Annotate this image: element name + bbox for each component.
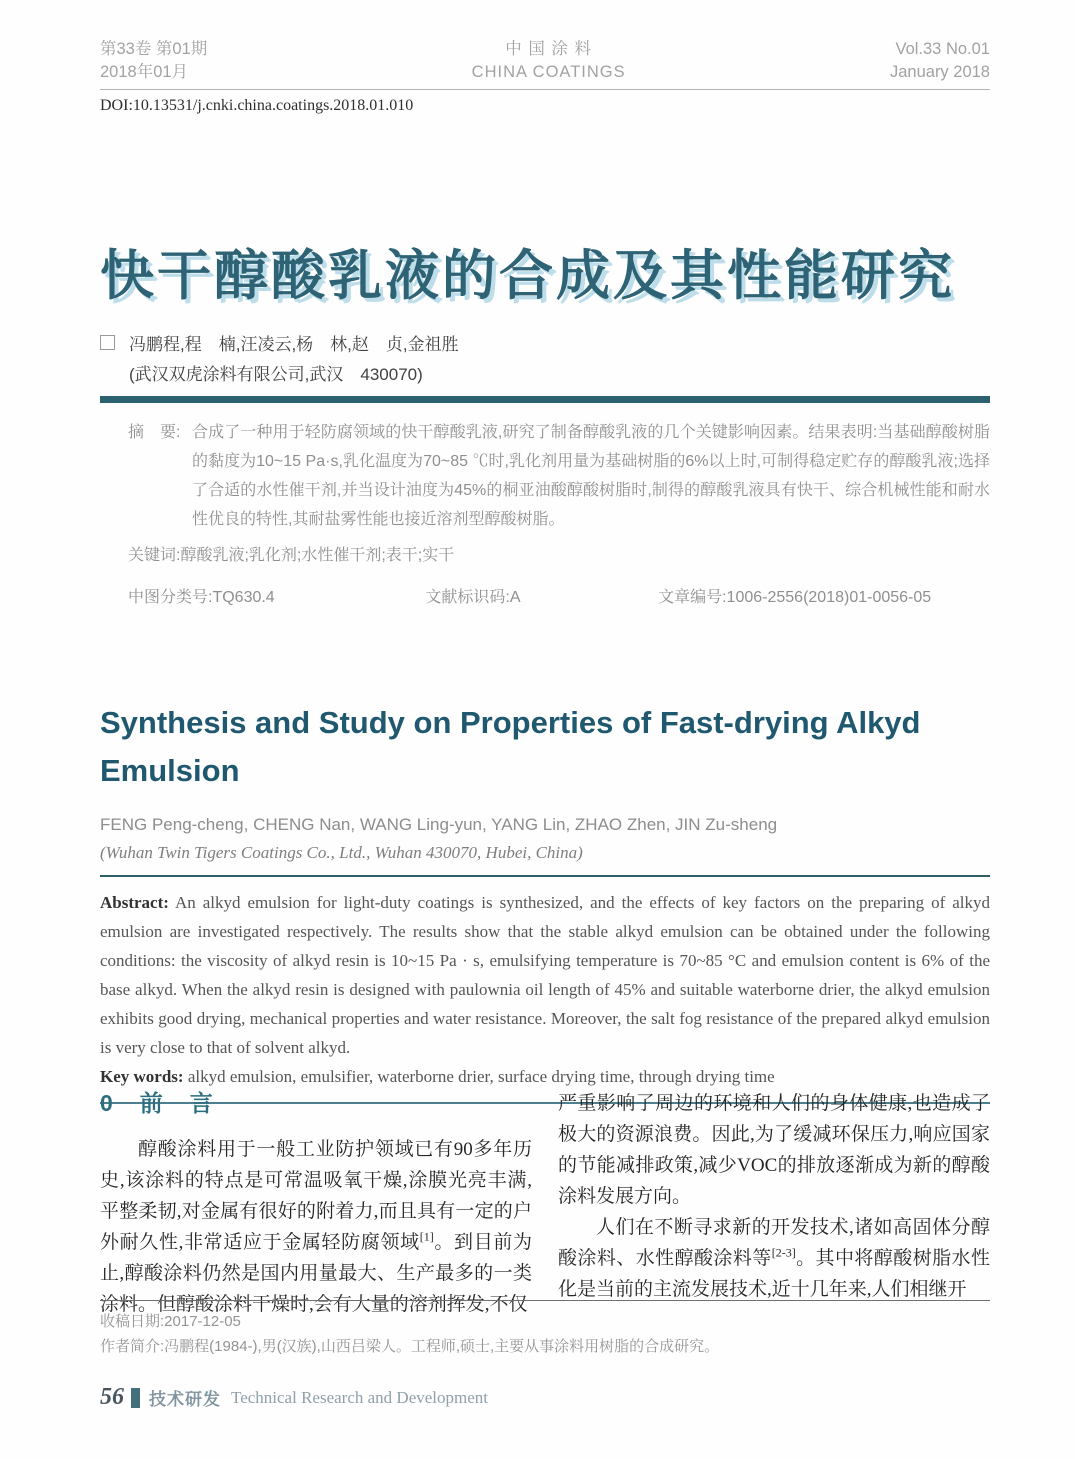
authors-cn: 冯鹏程,程 楠,汪凌云,杨 林,赵 贞,金祖胜 <box>129 335 459 354</box>
clc-number: 中图分类号:TQ630.4 <box>128 589 275 606</box>
left-column-paragraph <box>100 1134 532 1320</box>
keywords-row-cn <box>100 543 990 569</box>
journal-name-en: CHINA COATINGS <box>471 63 626 81</box>
citation-ref-1: [1] <box>419 1229 434 1244</box>
right-column-paragraph-1: 严重影响了周边的环境和人们的身体健康,也造成了极大的资源浪费。因此,为了缓减环保压力,响应国家的节能减排政策,减少VOC的排放逐渐成为新的醇酸涂料发展方向。 <box>558 1093 990 1207</box>
volume-issue-cn: 第33卷 第01期 <box>100 40 208 58</box>
keywords-label-en: Key words: <box>100 1067 184 1086</box>
authors-en: FENG Peng-cheng, CHENG Nan, WANG Ling-yun, YANG Lin, ZHAO Zhen, JIN Zu-sheng <box>100 815 778 834</box>
article-title-cn: 快干醇酸乳液的合成及其性能研究 <box>100 246 955 306</box>
classification-row <box>100 584 990 607</box>
keywords-en: alkyd emulsion, emulsifier, waterborne drier, surface drying time, through drying time <box>183 1067 775 1086</box>
page-number: 56 <box>100 1384 124 1410</box>
footer-section-cn: 技术研发 <box>149 1390 221 1409</box>
right-para2-text: 人们在不断寻求新的开发技术,诸如高固体分醇酸涂料、水性醇酸涂料等 <box>558 1217 990 1269</box>
article-title-en <box>100 699 990 795</box>
page-footer <box>100 1384 488 1411</box>
date-en: January 2018 <box>889 63 990 81</box>
left-para-text-cont: 。到目前为止,醇酸涂料仍然是国内用量最大、生产最多的一类涂料。但醇酸涂料干燥时,会有大量的溶剂挥发,不仅 <box>100 1232 532 1315</box>
right-para2-text-cont: 。其中将醇酸树脂水性化是当前的主流发展技术,近十几年来,人们相继开 <box>558 1248 990 1300</box>
page-content <box>100 0 990 1104</box>
journal-header <box>100 0 990 84</box>
section-heading: 0 前 言 <box>100 1090 215 1116</box>
english-abstract-divider <box>100 875 990 877</box>
title-separator-bar <box>100 396 990 403</box>
affiliation-cn: (武汉双虎涂料有限公司,武汉 430070) <box>129 365 423 384</box>
left-column <box>100 1088 532 1320</box>
author-square-icon <box>100 335 115 350</box>
journal-header-left <box>100 38 207 84</box>
footer-bar-icon <box>131 1388 140 1408</box>
received-date: 收稿日期:2017-12-05 <box>100 1313 241 1330</box>
citation-ref-2-3: [2-3] <box>771 1245 796 1260</box>
body-columns <box>100 1088 990 1320</box>
right-column <box>558 1088 990 1320</box>
keywords-row-en <box>100 1062 990 1091</box>
footnote-divider <box>100 1300 990 1301</box>
left-para-text: 醇酸涂料用于一般工业防护领域已有90多年历史,该涂料的特点是可常温吸氧干燥,涂膜光亮丰满,平整柔韧,对金属有很好的附着力,而且具有一定的户外耐久性,非常适应于金属轻防腐领域 <box>100 1139 532 1253</box>
abstract-label-en: Abstract: <box>100 893 169 912</box>
abstract-label-cn: 摘 要: <box>128 424 181 441</box>
header-divider <box>100 89 990 90</box>
affiliation-en: (Wuhan Twin Tigers Coatings Co., Ltd., Wuhan 430070, Hubei, China) <box>100 843 583 862</box>
article-title-en-line1: Synthesis and Study on Properties of Fast-drying Alkyd <box>100 705 921 740</box>
footer-section-en: Technical Research and Development <box>231 1387 489 1407</box>
authors-row-cn <box>100 330 990 355</box>
doi-text: DOI:10.13531/j.cnki.china.coatings.2018.01.010 <box>100 97 414 114</box>
article-title-en-line2: Emulsion <box>100 753 240 788</box>
journal-name <box>472 38 626 84</box>
abstract-text-cn: 合成了一种用于轻防腐领域的快干醇酸乳液,研究了制备醇酸乳液的几个关键影响因素。结果表明:当基础醇酸树脂的黏度为10~15 Pa·s,乳化温度为70~85 ℃时,乳化剂用量为基础树脂的6%以上时,可制得稳定贮存的醇酸乳液;选择了合适的水性催干剂,并当设计油度为45%的桐亚油酸醇酸树脂时,制得的醇酸乳液具有快干、综合机械性能和耐水性优良的特性,其耐盐雾性能也接近溶剂型醇酸树脂。 <box>192 424 990 528</box>
document-code: 文献标识码:A <box>425 589 521 606</box>
footnote-area <box>100 1300 990 1359</box>
abstract-en-block <box>100 888 990 1062</box>
author-bio: 作者简介:冯鹏程(1984-),男(汉族),山西吕梁人。工程师,硕士,主要从事涂料用树脂的合成研究。 <box>100 1338 720 1355</box>
abstract-text-en: An alkyd emulsion for light-duty coatings is synthesized, and the effects of key factors on the preparing of alkyd emulsion are investigated respectively. The results show that the stable alkyd emulsion can be obtained under the following conditions: the viscosity of alkyd resin is 10~15 Pa · s, emulsifying temperature is 70~85 °C and emulsion content is 6% of the base alkyd. When the alkyd resin is designed with paulownia oil length of 45% and suitable waterborne drier, the alkyd emulsion exhibits good drying, mechanical properties and water resistance. Moreover, the salt fog resistance of the prepared alkyd emulsion is very close to that of solvent alkyd. <box>100 893 990 1057</box>
right-column-paragraph-2 <box>558 1212 990 1305</box>
keywords-label-cn: 关键词: <box>128 547 181 564</box>
abstract-cn-block <box>100 418 990 534</box>
volume-issue-en: Vol.33 No.01 <box>895 40 990 58</box>
journal-header-right <box>890 38 990 84</box>
keywords-cn: 醇酸乳液;乳化剂;水性催干剂;表干;实干 <box>180 547 455 564</box>
date-cn: 2018年01月 <box>100 63 189 81</box>
journal-name-cn: 中 国 涂 料 <box>505 40 593 58</box>
article-id: 文章编号:1006-2556(2018)01-0056-05 <box>658 589 932 606</box>
footnote-text <box>100 1309 990 1359</box>
